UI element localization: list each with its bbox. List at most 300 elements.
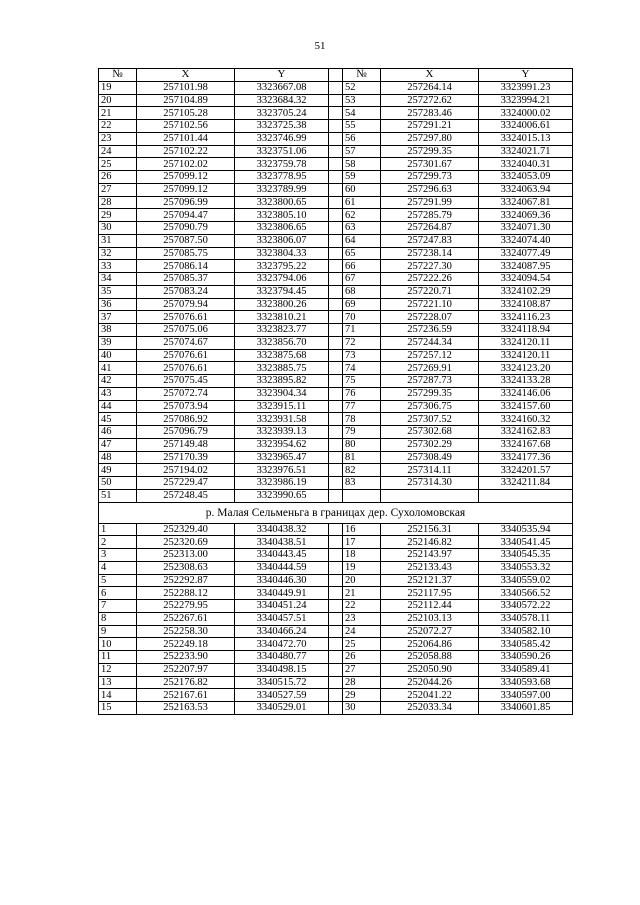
column-gap — [329, 426, 343, 439]
x-value: 257272.62 — [381, 94, 479, 107]
point-number: 23 — [343, 612, 381, 625]
table-row — [99, 464, 573, 477]
y-value: 3324006.61 — [479, 120, 573, 133]
point-number: 65 — [343, 247, 381, 260]
x-value: 257073.94 — [137, 400, 235, 413]
y-value: 3323759.78 — [235, 158, 329, 171]
point-number: 76 — [343, 387, 381, 400]
x-value: 257076.61 — [137, 362, 235, 375]
x-value: 257149.48 — [137, 438, 235, 451]
table-row — [99, 638, 573, 651]
point-number: 59 — [343, 171, 381, 184]
y-value: 3323986.19 — [235, 477, 329, 490]
point-number: 25 — [99, 158, 137, 171]
y-value: 3324123.20 — [479, 362, 573, 375]
table-row — [99, 536, 573, 549]
y-value: 3323804.33 — [235, 247, 329, 260]
point-number: 10 — [99, 638, 137, 651]
column-gap — [329, 336, 343, 349]
point-number: 71 — [343, 324, 381, 337]
point-number: 17 — [343, 536, 381, 549]
point-number: 25 — [343, 638, 381, 651]
table-row — [99, 612, 573, 625]
y-value: 3324071.30 — [479, 222, 573, 235]
x-value: 252176.82 — [137, 676, 235, 689]
y-value: 3324167.68 — [479, 438, 573, 451]
x-value: 257099.12 — [137, 183, 235, 196]
y-value: 3324133.28 — [479, 375, 573, 388]
table-row — [99, 663, 573, 676]
x-value: 257299.73 — [381, 171, 479, 184]
table-row — [99, 260, 573, 273]
point-number: 55 — [343, 120, 381, 133]
table-row — [99, 298, 573, 311]
section-row — [99, 502, 573, 523]
x-value: 257102.56 — [137, 120, 235, 133]
point-number: 26 — [99, 171, 137, 184]
y-value: 3340597.00 — [479, 689, 573, 702]
y-value: 3324177.36 — [479, 451, 573, 464]
point-number: 28 — [99, 196, 137, 209]
column-gap — [329, 209, 343, 222]
y-value: 3340529.01 — [235, 702, 329, 715]
x-value: 257170.39 — [137, 451, 235, 464]
y-value: 3323794.45 — [235, 285, 329, 298]
x-value: 257307.52 — [381, 413, 479, 426]
x-value: 257099.12 — [137, 171, 235, 184]
table-row — [99, 349, 573, 362]
point-number: 3 — [99, 549, 137, 562]
y-value: 3323994.21 — [479, 94, 573, 107]
x-value: 252050.90 — [381, 663, 479, 676]
column-gap — [329, 120, 343, 133]
y-value: 3323931.58 — [235, 413, 329, 426]
header-x-left: X — [137, 69, 235, 82]
y-value: 3340553.32 — [479, 561, 573, 574]
x-value: 257302.68 — [381, 426, 479, 439]
point-number: 66 — [343, 260, 381, 273]
y-value: 3323789.99 — [235, 183, 329, 196]
point-number: 24 — [343, 625, 381, 638]
point-number: 36 — [99, 298, 137, 311]
point-number: 72 — [343, 336, 381, 349]
x-value: 257227.30 — [381, 260, 479, 273]
point-number: 75 — [343, 375, 381, 388]
x-value: 252292.87 — [137, 574, 235, 587]
point-number: 35 — [99, 285, 137, 298]
point-number: 33 — [99, 260, 137, 273]
table-row — [99, 273, 573, 286]
x-value: 257299.35 — [381, 387, 479, 400]
y-value: 3340472.70 — [235, 638, 329, 651]
table-row — [99, 81, 573, 94]
x-value: 257269.91 — [381, 362, 479, 375]
x-value: 252233.90 — [137, 651, 235, 664]
point-number: 62 — [343, 209, 381, 222]
y-value: 3324053.09 — [479, 171, 573, 184]
y-value: 3324108.87 — [479, 298, 573, 311]
table-row — [99, 132, 573, 145]
table-row — [99, 234, 573, 247]
y-value: 3340541.45 — [479, 536, 573, 549]
x-value: 257072.74 — [137, 387, 235, 400]
point-number: 38 — [99, 324, 137, 337]
table-row — [99, 676, 573, 689]
table2-body — [99, 523, 573, 714]
x-value: 257102.02 — [137, 158, 235, 171]
table-row — [99, 375, 573, 388]
point-number: 44 — [99, 400, 137, 413]
table-row — [99, 600, 573, 613]
x-value: 252167.61 — [137, 689, 235, 702]
point-number: 46 — [99, 426, 137, 439]
table-row — [99, 651, 573, 664]
x-value: 257079.94 — [137, 298, 235, 311]
y-value: 3323805.10 — [235, 209, 329, 222]
x-value: 252308.63 — [137, 561, 235, 574]
column-gap — [329, 536, 343, 549]
y-value: 3323667.08 — [235, 81, 329, 94]
y-value: 3324157.60 — [479, 400, 573, 413]
table-row — [99, 145, 573, 158]
table-row — [99, 107, 573, 120]
y-value: 3323976.51 — [235, 464, 329, 477]
table-row — [99, 426, 573, 439]
x-value: 252279.95 — [137, 600, 235, 613]
column-gap — [329, 561, 343, 574]
point-number: 16 — [343, 523, 381, 536]
x-value: 257094.47 — [137, 209, 235, 222]
y-value: 3324063.94 — [479, 183, 573, 196]
point-number: 11 — [99, 651, 137, 664]
point-number: 1 — [99, 523, 137, 536]
table-row — [99, 702, 573, 715]
point-number: 78 — [343, 413, 381, 426]
x-value: 257228.07 — [381, 311, 479, 324]
table-row — [99, 549, 573, 562]
point-number: 5 — [99, 574, 137, 587]
y-value: 3324201.57 — [479, 464, 573, 477]
column-gap — [329, 171, 343, 184]
column-gap — [329, 489, 343, 502]
table-row — [99, 587, 573, 600]
y-value: 3323725.38 — [235, 120, 329, 133]
x-value: 252329.40 — [137, 523, 235, 536]
y-value: 3324120.11 — [479, 349, 573, 362]
point-number: 7 — [99, 600, 137, 613]
table-row — [99, 413, 573, 426]
x-value: 257302.29 — [381, 438, 479, 451]
x-value: 257306.75 — [381, 400, 479, 413]
y-value: 3340535.94 — [479, 523, 573, 536]
column-gap — [329, 375, 343, 388]
x-value: 257264.87 — [381, 222, 479, 235]
column-gap — [329, 587, 343, 600]
table-row — [99, 561, 573, 574]
y-value: 3340515.72 — [235, 676, 329, 689]
x-value: 257285.79 — [381, 209, 479, 222]
point-number: 81 — [343, 451, 381, 464]
table1-body — [99, 81, 573, 502]
point-number: 45 — [99, 413, 137, 426]
table-row — [99, 209, 573, 222]
y-value: 3323794.06 — [235, 273, 329, 286]
header-y-left: Y — [235, 69, 329, 82]
section-title: р. Малая Сельменьга в границах дер. Сухоломовская — [99, 502, 573, 523]
point-number: 83 — [343, 477, 381, 490]
y-value: 3323904.34 — [235, 387, 329, 400]
x-value: 257075.06 — [137, 324, 235, 337]
column-gap — [329, 477, 343, 490]
point-number: 51 — [99, 489, 137, 502]
x-value: 257220.71 — [381, 285, 479, 298]
x-value: 252041.22 — [381, 689, 479, 702]
column-gap — [329, 94, 343, 107]
point-number: 80 — [343, 438, 381, 451]
x-value: 257086.14 — [137, 260, 235, 273]
y-value: 3340589.41 — [479, 663, 573, 676]
point-number: 19 — [99, 81, 137, 94]
table-row — [99, 574, 573, 587]
x-value: 257105.28 — [137, 107, 235, 120]
table-row — [99, 438, 573, 451]
point-number: 30 — [343, 702, 381, 715]
x-value: 252156.31 — [381, 523, 479, 536]
table-row — [99, 336, 573, 349]
point-number: 47 — [99, 438, 137, 451]
point-number: 67 — [343, 273, 381, 286]
header-num-right: № — [343, 69, 381, 82]
table-row — [99, 387, 573, 400]
x-value: 257074.67 — [137, 336, 235, 349]
y-value: 3340572.22 — [479, 600, 573, 613]
x-value: 257085.75 — [137, 247, 235, 260]
x-value: 257222.26 — [381, 273, 479, 286]
y-value — [479, 489, 573, 502]
x-value: 257102.22 — [137, 145, 235, 158]
x-value: 252064.86 — [381, 638, 479, 651]
table-row — [99, 489, 573, 502]
x-value: 252288.12 — [137, 587, 235, 600]
x-value: 257101.98 — [137, 81, 235, 94]
x-value: 257076.61 — [137, 311, 235, 324]
column-gap — [329, 145, 343, 158]
y-value: 3324160.32 — [479, 413, 573, 426]
point-number: 61 — [343, 196, 381, 209]
x-value: 257101.44 — [137, 132, 235, 145]
y-value: 3323684.32 — [235, 94, 329, 107]
column-gap — [329, 311, 343, 324]
x-value: 257086.92 — [137, 413, 235, 426]
y-value: 3340585.42 — [479, 638, 573, 651]
point-number: 82 — [343, 464, 381, 477]
table-row — [99, 689, 573, 702]
point-number: 13 — [99, 676, 137, 689]
y-value: 3340438.32 — [235, 523, 329, 536]
point-number: 8 — [99, 612, 137, 625]
x-value: 257301.67 — [381, 158, 479, 171]
y-value: 3323885.75 — [235, 362, 329, 375]
table-row — [99, 222, 573, 235]
y-value: 3324118.94 — [479, 324, 573, 337]
point-number: 18 — [343, 549, 381, 562]
y-value: 3340601.85 — [479, 702, 573, 715]
point-number: 28 — [343, 676, 381, 689]
point-number: 68 — [343, 285, 381, 298]
table-row — [99, 311, 573, 324]
y-value: 3323823.77 — [235, 324, 329, 337]
table-row — [99, 400, 573, 413]
table-row — [99, 120, 573, 133]
point-number: 40 — [99, 349, 137, 362]
column-gap — [329, 400, 343, 413]
column-gap — [329, 663, 343, 676]
point-number: 23 — [99, 132, 137, 145]
point-number: 50 — [99, 477, 137, 490]
point-number: 29 — [343, 689, 381, 702]
x-value: 252112.44 — [381, 600, 479, 613]
y-value: 3324120.11 — [479, 336, 573, 349]
point-number: 19 — [343, 561, 381, 574]
y-value: 3324102.29 — [479, 285, 573, 298]
y-value: 3324094.54 — [479, 273, 573, 286]
y-value: 3323806.65 — [235, 222, 329, 235]
table-row — [99, 247, 573, 260]
y-value: 3340590.26 — [479, 651, 573, 664]
y-value: 3324040.31 — [479, 158, 573, 171]
point-number: 70 — [343, 311, 381, 324]
y-value: 3323990.65 — [235, 489, 329, 502]
column-gap — [329, 260, 343, 273]
x-value: 257291.21 — [381, 120, 479, 133]
y-value: 3324162.83 — [479, 426, 573, 439]
table-row — [99, 94, 573, 107]
point-number: 27 — [343, 663, 381, 676]
column-gap — [329, 222, 343, 235]
column-gap — [329, 387, 343, 400]
y-value: 3323810.21 — [235, 311, 329, 324]
column-gap — [329, 600, 343, 613]
x-value: 257248.45 — [137, 489, 235, 502]
y-value: 3323875.68 — [235, 349, 329, 362]
point-number: 14 — [99, 689, 137, 702]
point-number: 21 — [343, 587, 381, 600]
x-value: 252117.95 — [381, 587, 479, 600]
x-value: 257283.46 — [381, 107, 479, 120]
column-gap — [329, 438, 343, 451]
x-value: 257076.61 — [137, 349, 235, 362]
point-number: 39 — [99, 336, 137, 349]
y-value: 3340545.35 — [479, 549, 573, 562]
y-value: 3324146.06 — [479, 387, 573, 400]
column-gap — [329, 183, 343, 196]
y-value: 3324015.13 — [479, 132, 573, 145]
table-row — [99, 477, 573, 490]
point-number: 30 — [99, 222, 137, 235]
y-value: 3324067.81 — [479, 196, 573, 209]
point-number: 63 — [343, 222, 381, 235]
table-row — [99, 171, 573, 184]
table-row — [99, 183, 573, 196]
y-value: 3340438.51 — [235, 536, 329, 549]
column-gap — [329, 349, 343, 362]
point-number: 32 — [99, 247, 137, 260]
x-value: 257247.83 — [381, 234, 479, 247]
x-value: 257244.34 — [381, 336, 479, 349]
column-gap — [329, 158, 343, 171]
y-value: 3323778.95 — [235, 171, 329, 184]
point-number: 4 — [99, 561, 137, 574]
y-value: 3323915.11 — [235, 400, 329, 413]
x-value: 257096.99 — [137, 196, 235, 209]
x-value: 257287.73 — [381, 375, 479, 388]
point-number: 77 — [343, 400, 381, 413]
header-row — [99, 69, 573, 82]
y-value: 3323800.65 — [235, 196, 329, 209]
x-value: 252072.27 — [381, 625, 479, 638]
point-number: 29 — [99, 209, 137, 222]
point-number: 20 — [343, 574, 381, 587]
y-value: 3340480.77 — [235, 651, 329, 664]
x-value: 252033.34 — [381, 702, 479, 715]
x-value: 257087.50 — [137, 234, 235, 247]
x-value: 252320.69 — [137, 536, 235, 549]
x-value: 257221.10 — [381, 298, 479, 311]
y-value: 3323751.06 — [235, 145, 329, 158]
y-value: 3340578.11 — [479, 612, 573, 625]
point-number: 9 — [99, 625, 137, 638]
y-value: 3323795.22 — [235, 260, 329, 273]
y-value: 3323806.07 — [235, 234, 329, 247]
y-value: 3340466.24 — [235, 625, 329, 638]
x-value: 252121.37 — [381, 574, 479, 587]
x-value: 257096.79 — [137, 426, 235, 439]
y-value: 3340444.59 — [235, 561, 329, 574]
column-gap — [329, 107, 343, 120]
y-value: 3323965.47 — [235, 451, 329, 464]
point-number: 6 — [99, 587, 137, 600]
table-row — [99, 451, 573, 464]
column-gap — [329, 362, 343, 375]
y-value: 3340451.24 — [235, 600, 329, 613]
table-row — [99, 285, 573, 298]
x-value: 252143.97 — [381, 549, 479, 562]
point-number: 31 — [99, 234, 137, 247]
point-number: 34 — [99, 273, 137, 286]
column-gap — [329, 451, 343, 464]
column-gap — [329, 285, 343, 298]
column-gap — [329, 273, 343, 286]
point-number: 73 — [343, 349, 381, 362]
table-row — [99, 324, 573, 337]
y-value: 3323746.99 — [235, 132, 329, 145]
point-number: 37 — [99, 311, 137, 324]
table-row — [99, 158, 573, 171]
column-gap — [329, 247, 343, 260]
coordinates-table — [98, 68, 573, 715]
point-number: 56 — [343, 132, 381, 145]
point-number: 43 — [99, 387, 137, 400]
y-value: 3324074.40 — [479, 234, 573, 247]
x-value — [381, 489, 479, 502]
x-value: 257299.35 — [381, 145, 479, 158]
x-value: 257314.11 — [381, 464, 479, 477]
point-number: 20 — [99, 94, 137, 107]
column-gap — [329, 676, 343, 689]
x-value: 257308.49 — [381, 451, 479, 464]
table-row — [99, 625, 573, 638]
y-value: 3340582.10 — [479, 625, 573, 638]
